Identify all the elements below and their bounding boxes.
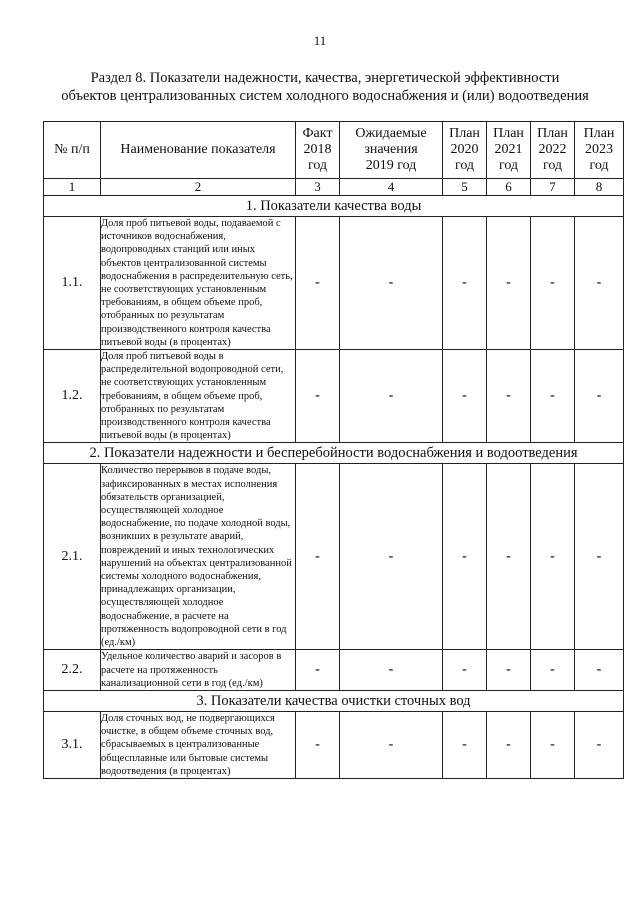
row-number: 1.2. [44, 350, 101, 443]
section-title: 3. Показатели качества очистки сточных вод [44, 690, 624, 711]
header-row [44, 122, 624, 179]
value-cell: - [296, 464, 340, 650]
section-title: 1. Показатели качества воды [44, 196, 624, 217]
header-text: План [583, 126, 615, 141]
value-cell: - [443, 711, 487, 778]
value-cell: - [340, 464, 443, 650]
indicators-table [43, 121, 624, 779]
column-number: 4 [340, 179, 443, 196]
value-cell: - [487, 711, 531, 778]
row-number: 1.1. [44, 217, 101, 350]
column-number: 6 [487, 179, 531, 196]
header-text: 2019 год [365, 158, 417, 173]
header-text: 2023 [585, 142, 613, 157]
header-text: № п/п [54, 142, 90, 157]
value-cell: - [487, 350, 531, 443]
value-cell: - [575, 464, 624, 650]
header-text: План [449, 126, 480, 141]
header-text: год [589, 158, 609, 173]
column-number: 2 [101, 179, 296, 196]
row-number: 3.1. [44, 711, 101, 778]
column-number: 7 [531, 179, 575, 196]
value-cell: - [575, 650, 624, 691]
header-no [44, 122, 101, 179]
indicator-name: Удельное количество аварий и засоров в расчете на протяженность канализационной сети в год (ед./км) [101, 650, 296, 691]
section-title-row [44, 443, 624, 464]
value-cell: - [443, 217, 487, 350]
header-name [101, 122, 296, 179]
value-cell: - [531, 711, 575, 778]
header-plan-2023 [575, 122, 624, 179]
column-number: 1 [44, 179, 101, 196]
value-cell: - [575, 350, 624, 443]
section-title-row [44, 196, 624, 217]
value-cell: - [575, 217, 624, 350]
value-cell: - [487, 464, 531, 650]
value-cell: - [531, 650, 575, 691]
row-number: 2.1. [44, 464, 101, 650]
value-cell: - [340, 350, 443, 443]
page-number: 11 [313, 33, 327, 48]
header-text: Наименование показателя [120, 142, 276, 157]
value-cell: - [531, 350, 575, 443]
table-row [44, 650, 624, 691]
table-row [44, 711, 624, 778]
header-text: год [454, 158, 475, 173]
indicator-name: Доля проб питьевой воды в распределительной водопроводной сети, не соответствующих установленным требованиям, в общем объеме проб, отобранных по результатам производственного контроля качества питьевой воды (в процентах) [101, 350, 296, 443]
indicator-name: Доля проб питьевой воды, подаваемой с источников водоснабжения, водопроводных станций или иных объектов централизованной системы водоснабжения в распределительную сеть, не соответствующих установленным требованиям, в общем объеме проб, отобранных по результатам производственного контроля качества питьевой воды (в процентах) [101, 217, 296, 350]
header-fact-2018 [296, 122, 340, 179]
value-cell: - [340, 711, 443, 778]
value-cell: - [575, 711, 624, 778]
header-text: год [542, 158, 563, 173]
header-text: Факт [302, 126, 333, 141]
header-plan-2020 [443, 122, 487, 179]
header-text: 2020 [450, 142, 479, 157]
value-cell: - [443, 650, 487, 691]
section-heading [20, 69, 630, 105]
value-cell: - [296, 217, 340, 350]
header-plan-2021 [487, 122, 531, 179]
header-text: год [307, 158, 328, 173]
value-cell: - [296, 711, 340, 778]
header-plan-2022 [531, 122, 575, 179]
value-cell: - [531, 217, 575, 350]
row-number: 2.2. [44, 650, 101, 691]
value-cell: - [340, 217, 443, 350]
header-text: значения [364, 142, 418, 157]
column-number: 3 [296, 179, 340, 196]
header-expected-2019 [340, 122, 443, 179]
header-text: План [537, 126, 568, 141]
section-title: 2. Показатели надежности и бесперебойности водоснабжения и водоотведения [44, 443, 624, 464]
header-text: Ожидаемые [355, 126, 427, 141]
header-text: План [493, 126, 524, 141]
header-text: 2022 [538, 142, 567, 157]
section-title-row [44, 690, 624, 711]
column-number-row [44, 179, 624, 196]
value-cell: - [487, 217, 531, 350]
header-text: 2018 [303, 142, 332, 157]
value-cell: - [296, 350, 340, 443]
indicator-name: Доля сточных вод, не подвергающихся очистке, в общем объеме сточных вод, сбрасываемых в централизованные общесплавные или бытовые системы водоотведения (в процентах) [101, 711, 296, 778]
value-cell: - [296, 650, 340, 691]
header-text: год [498, 158, 519, 173]
column-number: 8 [575, 179, 624, 196]
table-row [44, 464, 624, 650]
value-cell: - [340, 650, 443, 691]
header-text: 2021 [494, 142, 523, 157]
table-row [44, 350, 624, 443]
value-cell: - [443, 464, 487, 650]
value-cell: - [487, 650, 531, 691]
value-cell: - [531, 464, 575, 650]
value-cell: - [443, 350, 487, 443]
column-number: 5 [443, 179, 487, 196]
table-row [44, 217, 624, 350]
section-heading-line-2: объектов централизованных систем холодного водоснабжения и (или) водоотведения [61, 88, 589, 104]
indicator-name: Количество перерывов в подаче воды, зафиксированных в местах исполнения обязательств организацией, осуществляющей холодное водоснабжение, по подаче холодной воды, возникших в результате аварий, повреждений и иных технологических нарушений на объектах централизованной системы холодного водоснабжения, принадлежащих организации, осуществляющей холодное водоснабжение, в расчете на протяженность водопроводной сети в год (ед./км) [101, 464, 296, 650]
section-heading-line-1: Раздел 8. Показатели надежности, качества, энергетической эффективности [90, 70, 560, 86]
